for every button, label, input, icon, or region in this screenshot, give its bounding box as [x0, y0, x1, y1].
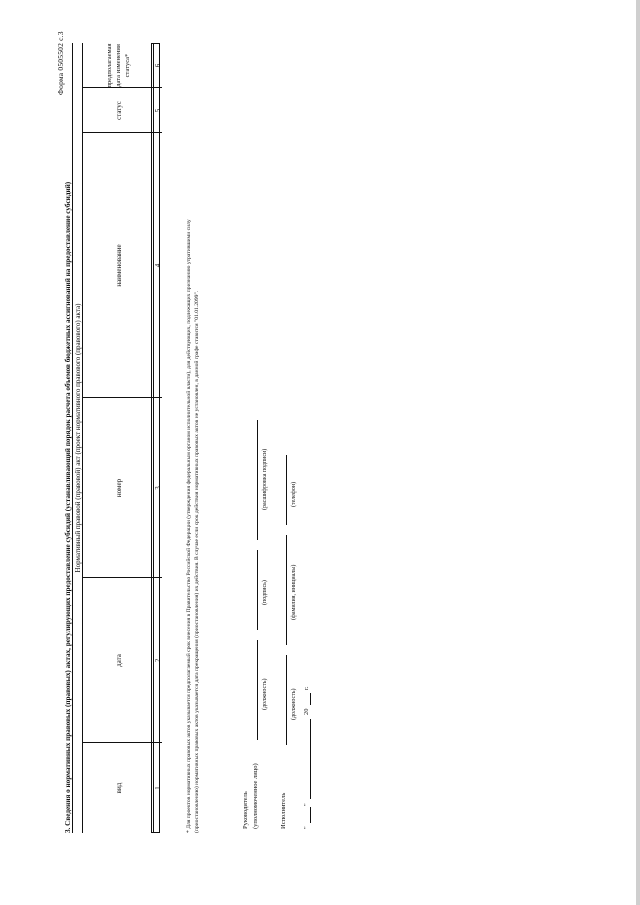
- section-title: 3. Сведения о нормативных правовых (правовых) актах, регулирующих предоставление субсидий (устанавливающий порядок расчета объемов бюджетных ассигнований на предоставление субсидий): [64, 181, 72, 833]
- column-number: 1: [154, 786, 162, 790]
- acts-table: [72, 43, 177, 833]
- scan-edge: [636, 0, 640, 905]
- table-group-header: Нормативный правовой (правовой) акт (проект нормативного правового (правового) акта): [74, 303, 82, 573]
- executor-phone-line: [286, 455, 287, 525]
- executor-label: Исполнитель: [280, 792, 287, 829]
- head-position-line: [257, 640, 258, 740]
- head-label: Руководитель: [242, 791, 249, 829]
- column-header-kind: вид: [115, 782, 123, 794]
- head-signature-caption: (подпись): [262, 580, 268, 605]
- column-header-status: статус: [115, 101, 123, 120]
- executor-phone-caption: (телефон): [291, 481, 297, 507]
- head-decoding-line: [257, 420, 258, 540]
- column-number: 5: [154, 108, 162, 113]
- column-header-name: наименование: [115, 244, 123, 287]
- data-row-box: [151, 43, 160, 833]
- column-header-number: номер: [115, 478, 123, 498]
- executor-name-line: [286, 535, 287, 645]
- date-year-prefix: 20: [303, 708, 310, 715]
- column-number: 6: [154, 63, 162, 68]
- column-number: 2: [154, 658, 162, 663]
- date-year-line: [310, 693, 311, 705]
- date-day-line: [310, 807, 311, 823]
- column-number: 3: [154, 486, 162, 490]
- footnote-line: (приостановлению) нормативных правовых актов указывается дата прекращения (приостановления) их действия. В случае если срок действия нормативных правовых актов не установлен, в данной графе ставится "01.01.2099".: [193, 290, 200, 833]
- head-position-caption: (должность): [262, 678, 268, 710]
- footnote: [186, 113, 201, 833]
- column-header-date: дата: [115, 654, 123, 667]
- column-number: 4: [154, 263, 162, 268]
- head-signature-line: [257, 550, 258, 630]
- executor-position-line: [286, 655, 287, 745]
- date-quote-open: ": [303, 826, 310, 829]
- date-year-suffix: г.: [303, 686, 310, 690]
- date-month-line: [310, 719, 311, 799]
- form-code: Форма 0505502 с.3: [56, 31, 65, 95]
- date-quote-close: ": [303, 803, 310, 806]
- head-sublabel: (уполномоченное лицо): [252, 763, 259, 829]
- executor-name-caption: (фамилия, инициалы): [291, 564, 297, 620]
- head-decoding-caption: (расшифровка подписи): [262, 448, 268, 510]
- executor-position-caption: (должность): [291, 688, 297, 720]
- table-rule: [82, 43, 83, 833]
- footnote-line: * Для проектов нормативных правовых актов указывается предполагаемый срок внесения в Правительство Российской Федерации (утверждения федеральным органом исполнительной власти), для действующих, подлежащих признанию утратившими силу: [186, 219, 192, 833]
- column-header-planned-date: предполагаемая дата изменения статуса*: [106, 43, 131, 88]
